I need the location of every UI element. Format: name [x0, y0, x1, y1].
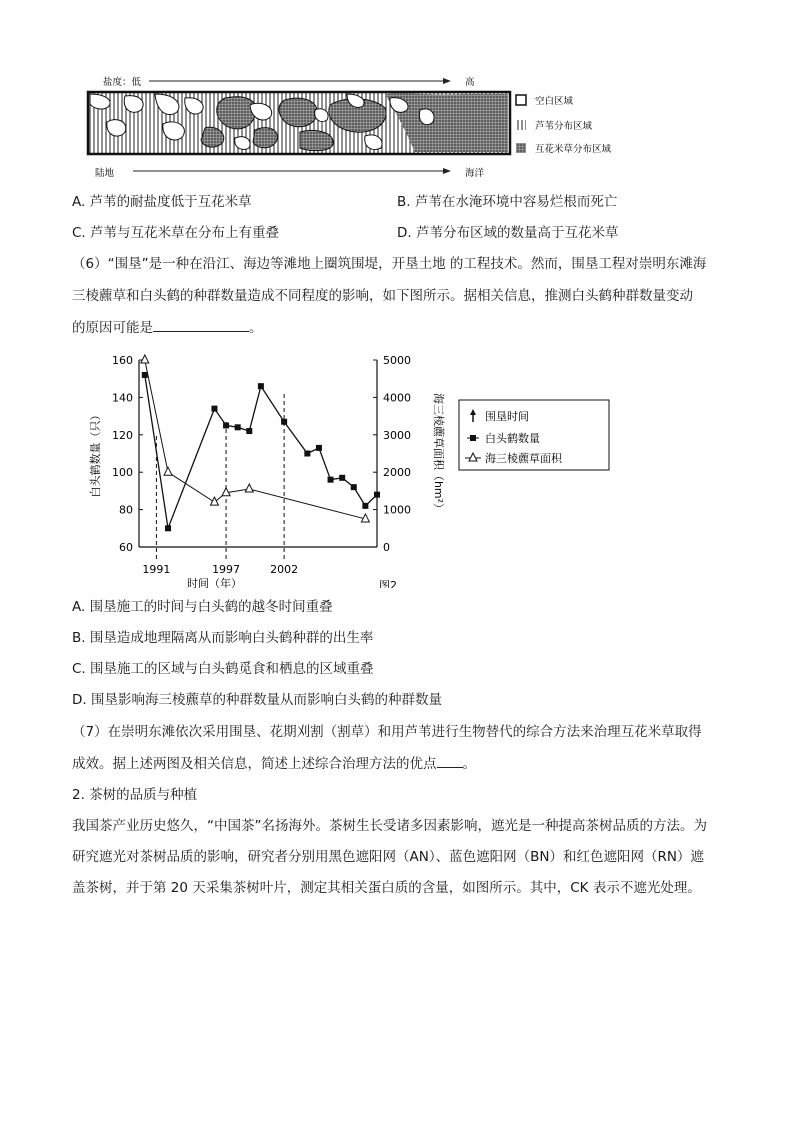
salinity-high-label: 高	[465, 77, 475, 88]
crane-count-point	[281, 419, 287, 425]
section2-title: 2. 茶树的品质与种植	[72, 787, 198, 803]
left-tick-label: 60	[119, 541, 133, 554]
crane-count-point	[351, 484, 357, 490]
crane-count-point	[165, 525, 171, 531]
right-tick-label: 5000	[383, 354, 411, 367]
right-tick-label: 0	[383, 541, 390, 554]
crane-count-point	[235, 424, 241, 430]
q6-option-d: D. 围垦影响海三棱藨草的种群数量从而影响白头鹤的种群数量	[72, 692, 442, 708]
ocean-label: 海洋	[465, 168, 485, 179]
legend-swatch-blank	[516, 95, 526, 105]
legend-reed-label: 芦苇分布区域	[535, 121, 593, 132]
q5-option-c: C. 芦苇与互花米草在分布上有重叠	[72, 225, 280, 241]
reclamation-chart-svg	[72, 350, 632, 588]
right-tick-label: 1000	[383, 503, 411, 517]
q6-option-a: A. 围垦施工的时间与白头鹤的越冬时间重叠	[72, 599, 333, 615]
legend-spartina-label: 互花米草分布区域	[535, 144, 612, 155]
legend-label-sedge: 海三棱藨草面积	[485, 452, 562, 465]
sedge-area-point	[222, 488, 230, 496]
sedge-area-point	[245, 484, 253, 492]
figure-label: 图2	[379, 579, 397, 588]
x-tick-label: 1997	[212, 563, 241, 576]
q5-option-b: B. 芦苇在水淹环境中容易烂根而死亡	[397, 194, 618, 210]
legend-swatch-reed	[516, 120, 526, 130]
crane-count-point	[246, 428, 252, 434]
reclamation-chart	[72, 350, 632, 588]
sedge-area-point	[164, 467, 172, 475]
crane-count-point	[362, 503, 368, 509]
left-tick-label: 120	[112, 428, 133, 442]
crane-count-point	[316, 445, 322, 451]
crane-count-point	[223, 422, 229, 428]
legend-label-reclamation: 围垦时间	[485, 410, 529, 423]
q6-stem-line3-end: 。	[249, 320, 263, 336]
section2-line3: 盖茶树，并于第 20 天采集茶树叶片，测定其相关蛋白质的含量，如图所示。其中，CK 表示不遮光处理。	[72, 880, 701, 896]
right-tick-label: 3000	[383, 428, 411, 442]
legend-crane-marker	[470, 435, 476, 441]
right-tick-label: 2000	[383, 466, 411, 480]
q6-stem-line3-text: 的原因可能是	[72, 320, 153, 336]
q7-stem-line1: （7）在崇明东滩依次采用围垦、花期刈割（割草）和用芦苇进行生物替代的综合方法来治理互花米草取得	[72, 724, 702, 740]
sedge-area-line	[145, 360, 366, 519]
q6-stem-line2: 三棱藨草和白头鹤的种群数量造成不同程度的影响，如下图所示。据相关信息，推测白头鹤种群数量变动	[72, 288, 693, 304]
q6-option-b: B. 围垦造成地理隔离从而影响白头鹤种群的出生率	[72, 630, 374, 646]
crane-count-point	[211, 406, 217, 412]
left-tick-label: 140	[112, 391, 133, 405]
right-tick-label: 4000	[383, 391, 411, 405]
x-tick-label: 1991	[142, 563, 171, 576]
legend-blank-label: 空白区域	[535, 96, 574, 107]
left-tick-label: 160	[112, 354, 133, 367]
land-label: 陆地	[95, 168, 115, 179]
sedge-area-point	[210, 497, 218, 505]
crane-count-point	[339, 475, 345, 481]
salinity-distribution-figure	[85, 70, 625, 185]
x-axis-label: 时间（年）	[186, 577, 242, 588]
x-tick-label: 2002	[270, 563, 299, 576]
q6-stem-line3	[72, 317, 263, 338]
crane-count-point	[258, 383, 264, 389]
crane-count-point	[304, 451, 310, 457]
left-tick-label: 100	[112, 466, 133, 480]
crane-count-point	[328, 477, 334, 483]
legend-swatch-spartina	[516, 143, 526, 153]
left-axis-label: 白头鹤数量（只）	[89, 409, 102, 498]
right-axis-label: 海三棱藨草面积（hm²）	[432, 392, 445, 515]
q7-stem-line2	[72, 753, 476, 774]
q6-answer-blank[interactable]	[153, 317, 249, 332]
q7-stem-line2-end: 。	[462, 756, 476, 772]
q6-stem-line1: （6）“围垦”是一种在沿江、海边等滩地上圈筑围堤，开垦土地 的工程技术。然而，围垦工程对崇明东滩海	[72, 256, 707, 272]
q5-option-a: A. 芦苇的耐盐度低于互花米草	[72, 194, 252, 210]
q7-stem-line2-text: 成效。据上述两图及相关信息，简述上述综合治理方法的优点	[72, 756, 437, 772]
crane-count-point	[374, 492, 380, 498]
sedge-area-point	[141, 355, 149, 363]
salinity-low-label: 盐度：低	[103, 77, 142, 88]
q7-answer-blank[interactable]	[437, 753, 463, 768]
legend-label-crane: 白头鹤数量	[485, 432, 540, 445]
section2-line2: 研究遮光对茶树品质的影响，研究者分别用黑色遮阳网（AN）、蓝色遮阳网（BN）和红色遮阳网（RN）遮	[72, 849, 704, 865]
q5-option-d: D. 芦苇分布区域的数量高于互花米草	[397, 225, 619, 241]
crane-count-line	[145, 375, 377, 528]
left-tick-label: 80	[119, 503, 133, 517]
section2-line1: 我国茶产业历史悠久，“中国茶”名扬海外。茶树生长受诸多因素影响，遮光是一种提高茶树品质的方法。为	[72, 818, 707, 834]
crane-count-point	[142, 372, 148, 378]
q6-option-c: C. 围垦施工的区域与白头鹤觅食和栖息的区域重叠	[72, 661, 374, 677]
